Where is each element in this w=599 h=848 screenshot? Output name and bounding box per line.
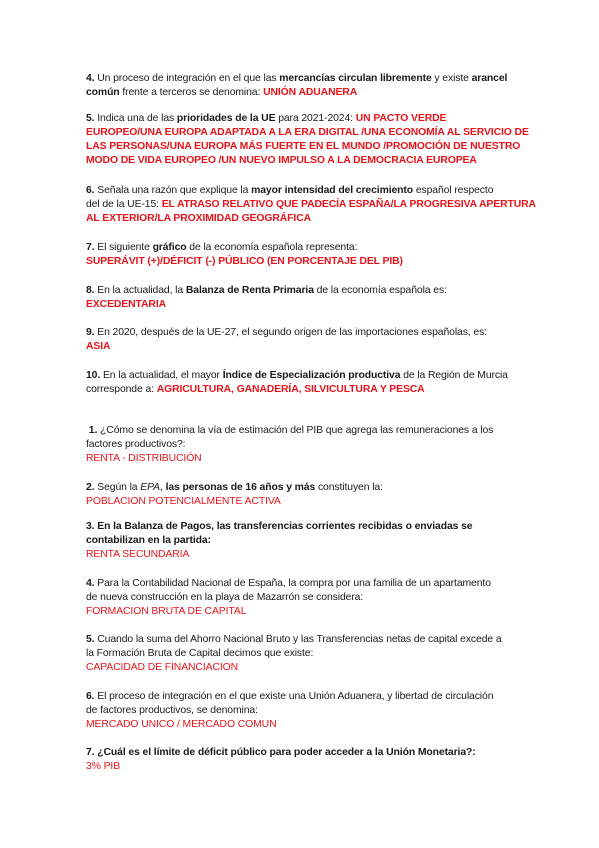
question-p2-3 — [86, 520, 518, 562]
question-text: Un proceso de integración en el que las — [94, 73, 280, 84]
question-bold: mercancías circulan libremente — [279, 73, 432, 84]
question-9 — [86, 326, 518, 354]
question-number: 8. — [86, 285, 95, 296]
question-p2-1 — [86, 424, 518, 466]
question-number: 10. — [86, 370, 101, 381]
question-number: 1. — [88, 425, 98, 436]
question-number: 6. — [86, 691, 95, 702]
question-number: 7. — [86, 242, 95, 253]
question-bold: contabilizan en la partida: — [86, 535, 211, 546]
question-bold: las personas de 16 años y más — [165, 482, 316, 493]
question-number: 6. — [86, 185, 95, 196]
question-text: Señala una razón que explique la — [94, 185, 252, 196]
question-bold: Balanza de Renta Primaria — [185, 285, 314, 296]
question-p2-2 — [86, 481, 518, 509]
answer-text: MERCADO UNICO / MERCADO COMUN — [86, 719, 277, 730]
answer-text: RENTA - DISTRIBUCIÓN — [86, 453, 202, 464]
question-number: 5. — [86, 634, 95, 645]
question-text: frente a terceros se denomina: — [119, 87, 264, 98]
question-text: y existe — [431, 73, 472, 84]
question-number: 2. — [86, 482, 95, 493]
answer-text: EXCEDENTARIA — [86, 299, 167, 310]
answer-text: AGRICULTURA, GANADERÍA, SILVICULTURA Y PESCA — [156, 384, 425, 395]
question-number: 5. — [86, 113, 95, 124]
question-text: Para la Contabilidad Nacional de España, la compra por una familia de un apartamento — [94, 578, 491, 589]
question-4 — [86, 72, 518, 100]
question-text: factores productivos?: — [86, 439, 186, 450]
question-text: El siguiente — [94, 242, 153, 253]
question-text: constituyen la: — [315, 482, 383, 493]
question-number: 4. — [86, 578, 95, 589]
question-number: 7. — [86, 747, 95, 758]
question-bold: Índice de Especialización productiva — [222, 370, 401, 381]
question-text: En la actualidad, el mayor — [100, 370, 223, 381]
question-italic: EPA — [140, 482, 160, 493]
question-10 — [86, 369, 518, 397]
answer-text: AL EXTERIOR/LA PROXIMIDAD GEOGRÁFICA — [86, 213, 312, 224]
answer-text: SUPERÁVIT (+)/DÉFICIT (-) PÚBLICO (EN PORCENTAJE DEL PIB) — [86, 256, 403, 267]
question-bold: arancel — [471, 73, 508, 84]
question-bold: ¿Cuál es el límite de déficit público para poder acceder a la Unión Monetaria?: — [94, 747, 476, 758]
question-text: En la actualidad, la — [94, 285, 186, 296]
question-text: de la economía española representa: — [186, 242, 358, 253]
question-text: de nueva construcción en la playa de Mazarrón se considera: — [86, 592, 364, 603]
answer-text: 3% PIB — [86, 761, 121, 772]
question-bold: común — [86, 87, 120, 98]
question-bold: En la Balanza de Pagos, las transferencias corrientes recibidas o enviadas se — [94, 521, 473, 532]
question-text: español respecto — [413, 185, 494, 196]
question-text: ¿Cómo se denomina la vía de estimación del PIB que agrega las remuneraciones a los — [97, 425, 494, 436]
question-5 — [86, 112, 529, 168]
question-text: , — [160, 482, 166, 493]
question-p2-5 — [86, 633, 518, 675]
answer-text: EL ATRASO RELATIVO QUE PADECÍA ESPAÑA/LA PROGRESIVA APERTURA — [161, 199, 536, 210]
question-6 — [86, 184, 536, 226]
question-text: Según la — [94, 482, 141, 493]
answer-text: RENTA SECUNDARIA — [86, 549, 190, 560]
answer-text: ASIA — [86, 341, 111, 352]
question-text: Indica una de las — [94, 113, 177, 124]
question-p2-6 — [86, 690, 518, 732]
answer-text: EUROPEO/UNA EUROPA ADAPTADA A LA ERA DIGITAL /UNA ECONOMÍA AL SERVICIO DE — [86, 127, 529, 138]
question-bold: prioridades de la UE — [176, 113, 276, 124]
answer-text: UNIÓN ADUANERA — [263, 87, 358, 98]
answer-text: CAPACIDAD DE FINANCIACION — [86, 662, 239, 673]
answer-text: UN PACTO VERDE — [355, 113, 447, 124]
question-8 — [86, 284, 518, 312]
question-text: de la Región de Murcia — [400, 370, 508, 381]
question-text: del de la UE-15: — [86, 199, 162, 210]
answer-text: POBLACION POTENCIALMENTE ACTIVA — [86, 496, 281, 507]
question-p2-7 — [86, 746, 518, 774]
question-text: de factores productivos, se denomina: — [86, 705, 258, 716]
question-text: para 2021-2024: — [275, 113, 356, 124]
question-text: Cuando la suma del Ahorro Nacional Bruto y las Transferencias netas de capital excede a — [94, 634, 502, 645]
question-text: corresponde a: — [86, 384, 157, 395]
question-7 — [86, 241, 518, 269]
question-bold: mayor intensidad del crecimiento — [251, 185, 414, 196]
question-number: 4. — [86, 73, 95, 84]
question-p2-4 — [86, 577, 518, 619]
question-text: En 2020, después de la UE-27, el segundo origen de las importaciones españolas, es: — [94, 327, 487, 338]
answer-text: MODO DE VIDA EUROPEO /UN NUEVO IMPULSO A LA DEMOCRACIA EUROPEA — [86, 155, 477, 166]
question-text: la Formación Bruta de Capital decimos que existe: — [86, 648, 314, 659]
question-text: El proceso de integración en el que existe una Unión Aduanera, y libertad de circulación — [94, 691, 494, 702]
question-bold: gráfico — [152, 242, 187, 253]
question-text: de la economía española es: — [313, 285, 447, 296]
answer-text: FORMACION BRUTA DE CAPITAL — [86, 606, 247, 617]
question-number: 9. — [86, 327, 95, 338]
answer-text: LAS PERSONAS/UNA EUROPA MÁS FUERTE EN EL MUNDO /PROMOCIÓN DE NUESTRO — [86, 141, 521, 152]
question-number: 3. — [86, 521, 95, 532]
